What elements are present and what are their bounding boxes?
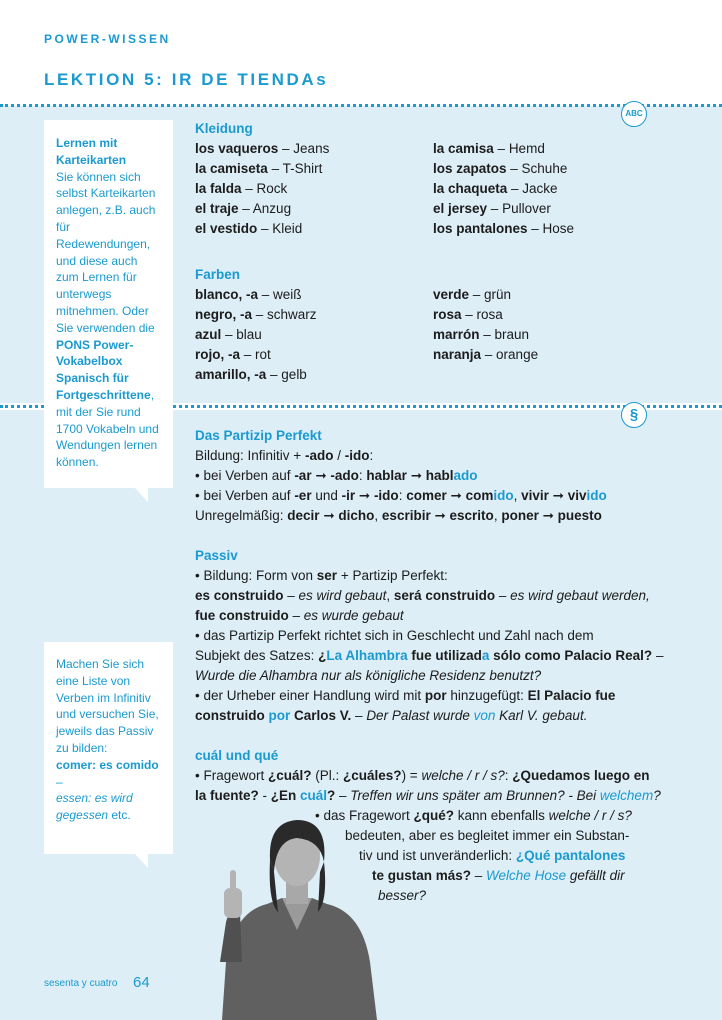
tip-product: PONS Power-Vokabelbox Spanisch für Fortgeschrittene [56, 337, 151, 402]
text: – [288, 608, 304, 623]
vocab-es: rosa [433, 307, 462, 322]
cual-heading: cuál und qué [195, 748, 279, 763]
footer-page-number: 64 [133, 974, 150, 991]
vocab-de: Jeans [293, 141, 330, 156]
text: von [473, 708, 496, 723]
text: ? [653, 788, 661, 803]
paragraph-icon: § [621, 402, 647, 428]
text: / [333, 448, 345, 463]
text: : [369, 448, 374, 463]
text: habl [425, 468, 454, 483]
tip2-dash: – [56, 774, 63, 789]
text: • der Urheber einer Handlung wird mit [195, 688, 425, 703]
arrow-icon: ➞ [538, 508, 558, 523]
cual-section [195, 746, 661, 806]
farben-right: verde – grün rosa – rosa marrón – braun naranja – orange [433, 287, 539, 362]
vocab-es: la falda [195, 181, 242, 196]
text: escrito [449, 508, 494, 523]
text: ¿ [318, 648, 327, 663]
text: Karl V. gebaut. [495, 708, 588, 723]
vocab-es: la chaqueta [433, 181, 508, 196]
tip-box-tail [135, 854, 148, 868]
vocab-de: braun [494, 327, 530, 342]
section-label: POWER-WISSEN [44, 32, 171, 46]
vocab-de: Hose [542, 221, 575, 236]
arrow-icon: ➞ [311, 468, 331, 483]
text: welche / r / s? [548, 808, 632, 823]
text: sólo como Palacio Real? [489, 648, 653, 663]
text: com [465, 488, 494, 503]
text: , [513, 488, 522, 503]
text: la fuente? [195, 788, 259, 803]
tip2-translation: essen: es wird gegessen [56, 791, 133, 823]
text: : [358, 468, 367, 483]
text: • Fragewort [195, 768, 268, 783]
text: – [351, 708, 367, 723]
text: – [652, 648, 664, 663]
text: ¿qué? [413, 808, 455, 823]
vocab-es: el vestido [195, 221, 258, 236]
text: welche / r / s? [421, 768, 505, 783]
text: ¿En [270, 788, 301, 803]
arrow-icon: ➞ [319, 508, 339, 523]
farben-section: Farben blanco, -a – weiß negro, -a – schwarz azul – blau rojo, -a – rot amarillo, -a – gelb [195, 267, 317, 382]
text: comer [406, 488, 447, 503]
footer-page-words: sesenta y cuatro [44, 978, 118, 989]
text: Treffen wir uns später am Brunnen? - Bei [350, 788, 600, 803]
text: -ado [304, 448, 334, 463]
vocab-es: amarillo, -a [195, 367, 267, 382]
tip-box-passiv [44, 642, 173, 854]
text: - [258, 788, 271, 803]
text: ? [327, 788, 336, 803]
text: decir [287, 508, 320, 523]
passiv-section [195, 546, 663, 726]
vocab-es: azul [195, 327, 222, 342]
cual-que-text [359, 846, 625, 866]
arrow-icon: ➞ [430, 508, 450, 523]
vocab-es: la camisa [433, 141, 494, 156]
tip2-text: Machen Sie sich eine Liste von Verben im Infinitiv und versuchen Sie, jeweils das Passiv zu bilden: [56, 657, 159, 755]
vocab-de: T-Shirt [282, 161, 323, 176]
text: , [386, 588, 394, 603]
text: fue construido [195, 608, 289, 623]
text: , [493, 508, 502, 523]
lesson-title: LEKTION 5: IR DE TIENDAs [44, 70, 329, 89]
text: El Palacio fue [527, 688, 616, 703]
text: hablar [366, 468, 407, 483]
vocab-es: rojo, -a [195, 347, 241, 362]
text: gefällt dir [566, 868, 625, 883]
text: dicho [338, 508, 375, 523]
text: -ar [294, 468, 312, 483]
text: fue utilizad [407, 648, 482, 663]
text: – [471, 868, 487, 883]
text: kann ebenfalls [454, 808, 549, 823]
text: -er [294, 488, 312, 503]
text: – [495, 588, 511, 603]
text: Welche Hose [486, 868, 567, 883]
text: Carlos V. [290, 708, 352, 723]
vocab-de: Kleid [272, 221, 303, 236]
text: vivir [521, 488, 549, 503]
text: ¿cuál? [268, 768, 312, 783]
vocab-de: Schuhe [521, 161, 568, 176]
text: ) = [401, 768, 422, 783]
text: te gustan más? [372, 868, 472, 883]
kleidung-section: Kleidung los vaqueros – Jeans la camiseta – T-Shirt la falda – Rock el traje – Anzug el vestido – Kleid [195, 121, 330, 236]
tip-box-tail [135, 488, 148, 502]
kleidung-heading: Kleidung [195, 121, 253, 136]
text: Der Palast wurde [366, 708, 474, 723]
arrow-icon: ➞ [355, 488, 374, 503]
vocab-es: marrón [433, 327, 480, 342]
text: ser [316, 568, 338, 583]
text: es wurde gebaut [303, 608, 404, 623]
vocab-es: blanco, -a [195, 287, 259, 302]
vocab-de: Jacke [522, 181, 558, 196]
text: ado [453, 468, 478, 483]
text: -ido [344, 448, 370, 463]
text: Unregelmäßig: [195, 508, 288, 523]
tip2-end: etc. [108, 808, 131, 823]
vocab-de: rosa [476, 307, 503, 322]
text: bedeuten, aber es begleitet immer ein Substan- [345, 828, 630, 843]
text: ¿Quedamos luego en [512, 768, 650, 783]
partizip-heading: Das Partizip Perfekt [195, 428, 322, 443]
text: por [268, 708, 291, 723]
text: • das Partizip Perfekt richtet sich in Geschlecht und Zahl nach dem [195, 628, 594, 643]
text: und [311, 488, 342, 503]
text: viv [567, 488, 587, 503]
text: es construido [195, 588, 284, 603]
arrow-icon: ➞ [548, 488, 568, 503]
cual-que-text [378, 886, 426, 906]
text: : [398, 488, 407, 503]
vocab-es: el traje [195, 201, 239, 216]
text: ido [586, 488, 607, 503]
tip-text: Sie können sich selbst Karteikarten anlegen, z.B. auch für Redewendungen, und diese auch zum Lernen für unterwegs mitnehmen. Oder Sie verwenden die [56, 169, 156, 335]
text: -ir [341, 488, 356, 503]
vocab-de: Hemd [508, 141, 545, 156]
vocab-de: orange [496, 347, 539, 362]
vocab-de: Pullover [502, 201, 551, 216]
text: + Partizip Perfekt: [337, 568, 448, 583]
text: ido [493, 488, 514, 503]
text: • bei Verben auf [195, 488, 295, 503]
text: es wird gebaut [298, 588, 387, 603]
text: • das Fragewort [315, 808, 414, 823]
text: La Alhambra [326, 648, 408, 663]
text: welchem [599, 788, 654, 803]
woman-pointing-illustration [212, 812, 382, 1020]
text: es wird gebaut werden, [510, 588, 650, 603]
cual-que-text [372, 866, 625, 886]
text: escribir [381, 508, 431, 523]
vocab-de: Rock [256, 181, 288, 196]
vocab-de: rot [255, 347, 271, 362]
text: • Bildung: Form von [195, 568, 317, 583]
vocab-de: schwarz [267, 307, 317, 322]
vocab-de: grün [484, 287, 512, 302]
kleidung-right: la camisa – Hemd los zapatos – Schuhe la chaqueta – Jacke el jersey – Pullover los pantalones – Hose [433, 141, 575, 236]
text: – [335, 788, 351, 803]
text: Bildung: Infinitiv + [195, 448, 305, 463]
text: Subjekt des Satzes: [195, 648, 319, 663]
vocab-es: verde [433, 287, 470, 302]
vocab-es: los zapatos [433, 161, 507, 176]
text: será construido [393, 588, 496, 603]
text: besser? [378, 888, 427, 903]
tip-box-karteikarten [44, 120, 173, 488]
cual-que-text [345, 826, 629, 846]
text: puesto [557, 508, 602, 523]
text: poner [501, 508, 539, 523]
text: -ido [373, 488, 399, 503]
vocab-de: blau [236, 327, 262, 342]
text: , [374, 508, 382, 523]
text: Wurde die Alhambra nur als königliche Residenz benutzt? [195, 668, 542, 683]
vocab-de: Anzug [252, 201, 292, 216]
text: (Pl.: [311, 768, 344, 783]
text: ¿Qué pantalones [515, 848, 626, 863]
text: hinzugefügt: [446, 688, 528, 703]
farben-heading: Farben [195, 267, 241, 282]
text: -ado [330, 468, 359, 483]
abc-icon: ABC [621, 101, 647, 127]
tip-title: Lernen mit Karteikarten [56, 136, 127, 167]
arrow-icon: ➞ [406, 468, 426, 483]
vocab-es: negro, -a [195, 307, 253, 322]
text: a [481, 648, 490, 663]
text: cuál [300, 788, 328, 803]
vocab-de: gelb [281, 367, 307, 382]
arrow-icon: ➞ [446, 488, 466, 503]
vocab-es: los pantalones [433, 221, 528, 236]
vocab-de: weiß [273, 287, 302, 302]
vocab-es: la camiseta [195, 161, 268, 176]
text: construido [195, 708, 269, 723]
text: tiv und ist unveränderlich: [359, 848, 516, 863]
divider-top [0, 104, 722, 107]
vocab-es: el jersey [433, 201, 488, 216]
text: – [283, 588, 299, 603]
passiv-heading: Passiv [195, 548, 238, 563]
text: por [424, 688, 447, 703]
vocab-es: los vaqueros [195, 141, 279, 156]
partizip-section [195, 426, 607, 526]
text: ¿cuáles? [343, 768, 402, 783]
tip-text-end: , mit der Sie rund 1700 Vokabeln und Wendungen lernen können. [56, 387, 159, 470]
text: : [504, 768, 513, 783]
tip2-example: comer: es comido [56, 757, 159, 772]
text: • bei Verben auf [195, 468, 295, 483]
vocab-es: naranja [433, 347, 482, 362]
